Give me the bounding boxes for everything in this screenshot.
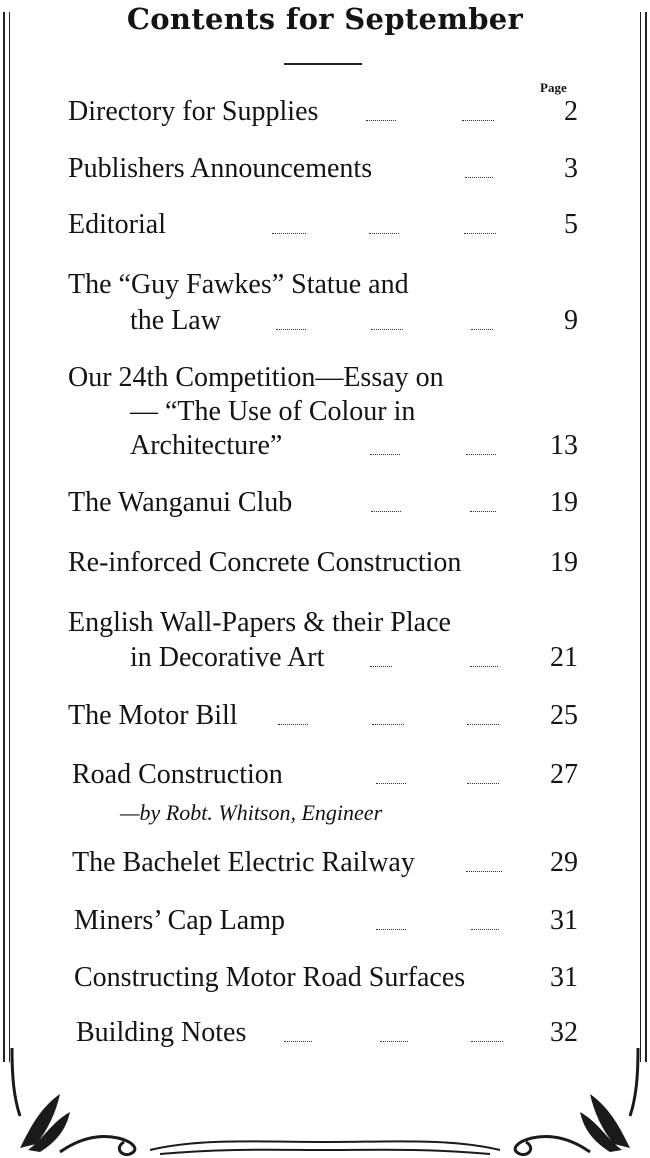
entry-page-number: 19	[550, 487, 578, 518]
leader-dots	[372, 722, 404, 725]
leader-dots	[467, 781, 499, 784]
leader-dots	[470, 509, 496, 512]
entry-page-number: 29	[550, 847, 578, 878]
entry-page-number: 31	[550, 962, 578, 993]
leader-dots	[464, 231, 496, 234]
entry-title: Our 24th Competition—Essay on	[68, 362, 444, 393]
leader-dots	[371, 509, 401, 512]
decorative-scroll-ornament	[0, 1038, 650, 1158]
entry-page-number: 32	[550, 1017, 578, 1048]
leader-dots	[466, 869, 502, 872]
title-divider	[284, 63, 362, 65]
leader-dots	[471, 927, 499, 930]
page-column-label: Page	[540, 80, 567, 95]
leader-dots	[462, 118, 494, 121]
entry-title: Miners’ Cap Lamp	[74, 905, 285, 936]
leader-dots	[272, 231, 306, 234]
leader-dots	[278, 722, 308, 725]
leader-dots	[376, 927, 406, 930]
leader-dots	[376, 781, 406, 784]
entry-page-number: 5	[564, 209, 578, 240]
leader-dots	[366, 118, 396, 121]
entry-title: Directory for Supplies	[68, 96, 319, 127]
entry-title-continued: the Law	[130, 305, 221, 336]
page-title: Contents for September	[126, 2, 524, 36]
leader-dots	[470, 664, 498, 667]
entry-page-number: 3	[564, 153, 578, 184]
entry-title: Constructing Motor Road Surfaces	[74, 962, 466, 993]
frame-left-border	[3, 12, 5, 1062]
entry-title-continued: Architecture”	[130, 430, 283, 461]
leader-dots	[467, 722, 499, 725]
leader-dots	[466, 452, 496, 455]
entry-page-number: 31	[550, 905, 578, 936]
entry-byline: —by Robt. Whitson, Engineer	[120, 800, 383, 825]
frame-right-inner-border	[640, 12, 641, 1062]
entry-title: The Motor Bill	[68, 700, 238, 731]
entry-page-number: 13	[550, 430, 578, 461]
entry-title: Building Notes	[76, 1017, 247, 1048]
leader-dots	[371, 327, 403, 330]
entry-title: English Wall-Papers & their Place	[68, 607, 451, 638]
entry-page-number: 27	[550, 759, 578, 790]
frame-right-border	[645, 12, 647, 1062]
entry-title: Editorial	[68, 209, 166, 240]
entry-title: The Bachelet Electric Railway	[72, 847, 415, 878]
entry-title: Re-inforced Concrete Construction	[68, 547, 462, 578]
entry-title: The “Guy Fawkes” Statue and	[68, 269, 409, 300]
leader-dots	[370, 664, 392, 667]
entry-page-number: 25	[550, 700, 578, 731]
leader-dots	[465, 175, 493, 178]
leader-dots	[276, 327, 306, 330]
entry-page-number: 2	[564, 96, 578, 127]
entry-title-continued: in Decorative Art	[130, 642, 325, 673]
entry-title: Road Construction	[72, 759, 283, 790]
entry-page-number: 21	[550, 642, 578, 673]
leader-dots	[370, 452, 400, 455]
entry-title: Publishers Announcements	[68, 153, 373, 184]
entry-title-continued: — “The Use of Colour in	[130, 396, 416, 427]
leader-dots	[471, 327, 493, 330]
entry-page-number: 9	[564, 305, 578, 336]
leader-dots	[369, 231, 399, 234]
entry-title: The Wanganui Club	[68, 487, 293, 518]
entry-page-number: 19	[550, 547, 578, 578]
frame-left-inner-border	[9, 12, 10, 1062]
